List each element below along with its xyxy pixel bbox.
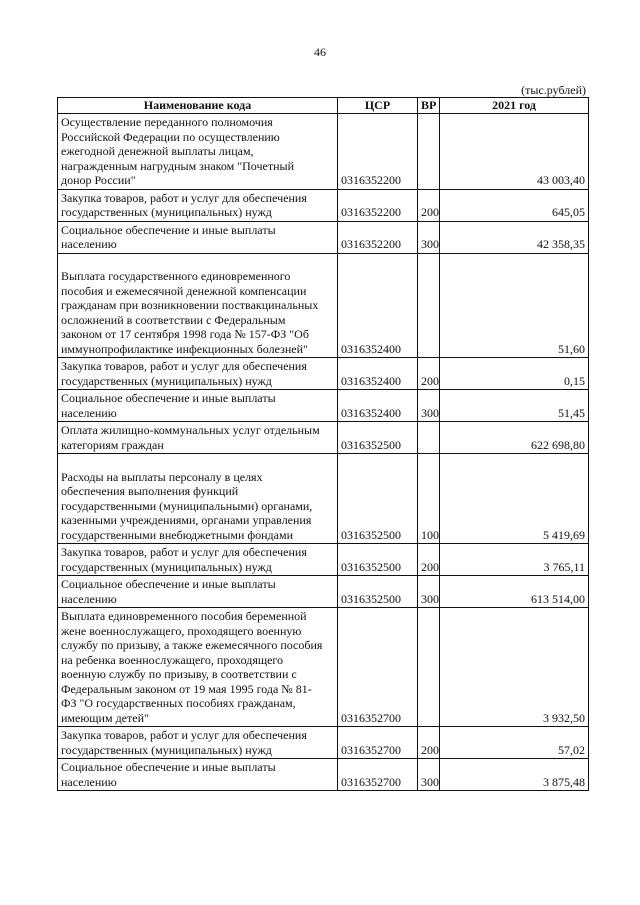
row-vr: 200 — [418, 544, 440, 576]
budget-table — [57, 97, 589, 791]
row-amount: 42 358,35 — [440, 221, 589, 253]
row-amount: 3 932,50 — [440, 608, 589, 727]
header-csr: ЦСР — [338, 98, 418, 114]
table-row — [58, 576, 589, 608]
row-vr: 100 — [418, 454, 440, 544]
row-name: Закупка товаров, работ и услуг для обеспечения государственных (муниципальных) нужд — [58, 544, 338, 576]
row-name: Оплата жилищно-коммунальных услуг отдельным категориям граждан — [58, 422, 338, 454]
row-name: Расходы на выплаты персоналу в целях обеспечения выполнения функций государственными (муниципальными) органами, казенными учреждениями, органами управления государственными внебюджетными фондами — [58, 454, 338, 544]
row-vr — [418, 114, 440, 190]
row-name: Социальное обеспечение и иные выплаты населению — [58, 390, 338, 422]
header-name: Наименование кода — [58, 98, 338, 114]
row-name: Закупка товаров, работ и услуг для обеспечения государственных (муниципальных) нужд — [58, 358, 338, 390]
table-row — [58, 759, 589, 791]
row-name: Социальное обеспечение и иные выплаты населению — [58, 759, 338, 791]
table-row — [58, 422, 589, 454]
row-csr: 0316352500 — [338, 454, 418, 544]
table-body — [58, 114, 589, 791]
row-amount: 5 419,69 — [440, 454, 589, 544]
row-name: Социальное обеспечение и иные выплаты населению — [58, 576, 338, 608]
row-vr: 200 — [418, 727, 440, 759]
row-vr: 200 — [418, 358, 440, 390]
table-row — [58, 358, 589, 390]
row-name: Социальное обеспечение и иные выплаты населению — [58, 221, 338, 253]
row-name: Осуществление переданного полномочия Российской Федерации по осуществлению ежегодной денежной выплаты лицам, награжденным нагрудным знаком "Почетный донор России" — [58, 114, 338, 190]
row-csr: 0316352400 — [338, 358, 418, 390]
row-vr: 300 — [418, 759, 440, 791]
row-name: Закупка товаров, работ и услуг для обеспечения государственных (муниципальных) нужд — [58, 727, 338, 759]
row-csr: 0316352200 — [338, 189, 418, 221]
table-row — [58, 253, 589, 358]
row-csr: 0316352400 — [338, 390, 418, 422]
row-csr: 0316352700 — [338, 608, 418, 727]
row-amount: 57,02 — [440, 727, 589, 759]
header-vr: ВР — [418, 98, 440, 114]
row-csr: 0316352400 — [338, 253, 418, 358]
row-amount: 622 698,80 — [440, 422, 589, 454]
header-row — [58, 98, 589, 114]
row-csr: 0316352500 — [338, 576, 418, 608]
row-amount: 0,15 — [440, 358, 589, 390]
row-csr: 0316352500 — [338, 544, 418, 576]
table-row — [58, 454, 589, 544]
row-amount: 613 514,00 — [440, 576, 589, 608]
page-number: 46 — [314, 45, 326, 59]
table-row — [58, 727, 589, 759]
row-amount: 43 003,40 — [440, 114, 589, 190]
row-name: Выплата государственного единовременного пособия и ежемесячной денежной компенсации гражданам при возникновении поствакцинальных осложнений в соответствии с Федеральным законом от 17 сентября 1998 года № 157-ФЗ "Об иммунопрофилактике инфекционных болезней" — [58, 253, 338, 358]
table-row — [58, 189, 589, 221]
row-amount: 3 875,48 — [440, 759, 589, 791]
table-row — [58, 390, 589, 422]
row-amount: 3 765,11 — [440, 544, 589, 576]
table-header — [58, 98, 589, 114]
row-vr: 300 — [418, 576, 440, 608]
header-year: 2021 год — [440, 98, 589, 114]
row-vr — [418, 422, 440, 454]
table-row — [58, 608, 589, 727]
row-vr: 300 — [418, 390, 440, 422]
row-name: Закупка товаров, работ и услуг для обеспечения государственных (муниципальных) нужд — [58, 189, 338, 221]
table-row — [58, 114, 589, 190]
row-vr: 300 — [418, 221, 440, 253]
units-label: (тыс.рублей) — [521, 83, 586, 97]
row-csr: 0316352200 — [338, 221, 418, 253]
row-amount: 645,05 — [440, 189, 589, 221]
row-amount: 51,45 — [440, 390, 589, 422]
row-csr: 0316352700 — [338, 759, 418, 791]
row-vr — [418, 608, 440, 727]
row-name: Выплата единовременного пособия беременной жене военнослужащего, проходящего военную службу по призыву, а также ежемесячного пособия на ребенка военнослужащего, проходящего военную службу по призыву, в соответствии с Федеральным законом от 19 мая 1995 года № 81- ФЗ "О государственных пособиях гражданам, имеющим детей" — [58, 608, 338, 727]
table-row — [58, 221, 589, 253]
row-amount: 51,60 — [440, 253, 589, 358]
table-row — [58, 544, 589, 576]
row-csr: 0316352500 — [338, 422, 418, 454]
row-csr: 0316352700 — [338, 727, 418, 759]
row-csr: 0316352200 — [338, 114, 418, 190]
row-vr: 200 — [418, 189, 440, 221]
row-vr — [418, 253, 440, 358]
